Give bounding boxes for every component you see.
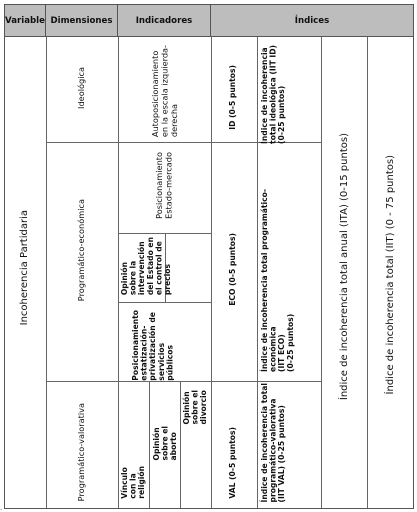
header-indices <box>211 5 413 37</box>
grid-line <box>118 302 211 303</box>
grid-line <box>180 381 181 508</box>
indice-total-ideologico: Índice de incoherencia total ideológica (IIT ID) (0-25 puntos) <box>260 45 287 144</box>
indice-total: Índice de incoherencia total (IIT) (0 - 75 puntos) <box>385 155 396 395</box>
grid-line <box>211 37 212 508</box>
indicator-posicionamiento-estado-mercado: Posicionamiento Estado-mercado <box>154 152 174 219</box>
header-dimensiones <box>46 5 118 37</box>
indice-total-valorativo: Índice de incoherencia total programático-valorativa (IIT VAL) (0-25 puntos) <box>260 383 287 503</box>
dimension-ideologica: Ideológica <box>76 67 86 109</box>
grid-line <box>118 37 119 508</box>
grid-line <box>46 37 47 508</box>
indice-anual: Índice de incoherencia total anual (ITA) (0-15 puntos) <box>339 133 350 401</box>
grid-line <box>118 233 211 234</box>
dimension-programatico-valorativa: Programático-valorativa <box>76 403 86 502</box>
grid-line <box>321 37 322 508</box>
grid-line <box>149 381 150 508</box>
indicator-opinion-divorcio: Opinión sobre el divorcio <box>182 390 209 425</box>
indicator-opinion-aborto: Opinión sobre el aborto <box>152 426 179 461</box>
puntos-eco: ECO (0-5 puntos) <box>228 233 237 306</box>
header-indices-label: Índices <box>294 15 330 26</box>
puntos-id: ID (0-5 puntos) <box>228 65 237 130</box>
indicator-vinculo-religion: Vínculo con la religión <box>120 466 147 499</box>
indicator-opinion-intervencion: Opinión sobre la intervención del Estado en el control de precios <box>120 237 172 296</box>
indicator-autoposicionamiento: Autoposicionamiento en la escala izquierda- derecha <box>150 45 180 138</box>
grid-line <box>367 37 368 508</box>
header-dimensiones-label: Dimensiones <box>50 15 113 26</box>
variable-label: Incoherencia Partidaria <box>19 210 30 326</box>
indicator-posicionamiento-estatizacion: Posicionamiento estatización- privatización de servicios públicos <box>131 310 175 381</box>
header-variable-label: Variable <box>5 15 45 26</box>
incoherence-table <box>4 4 414 509</box>
dimension-programatico-economica: Programático-económica <box>76 199 86 302</box>
puntos-val: VAL (0-5 puntos) <box>228 427 237 499</box>
grid-line <box>46 381 321 382</box>
footer-mark: . <box>0 504 3 512</box>
header-indicadores <box>118 5 211 37</box>
grid-line <box>257 37 258 508</box>
header-variable <box>5 5 46 37</box>
indice-total-economico: Índice de incoherencia total programático- económica (IIT ECO) (0-25 puntos) <box>260 189 295 372</box>
header-indicadores-label: Indicadores <box>135 15 193 26</box>
